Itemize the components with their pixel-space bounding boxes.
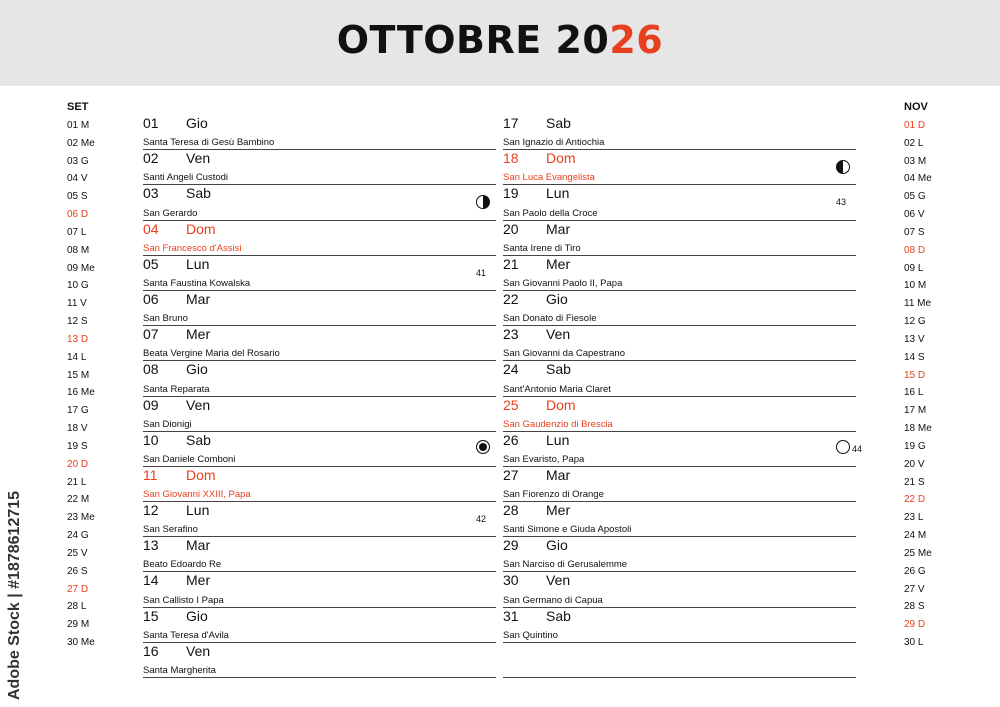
prev-month-column: [67, 101, 95, 652]
mini-day-item: 27 V: [904, 583, 925, 595]
day-number: 12: [143, 502, 159, 519]
saint-name: Santi Simone e Giuda Apostoli: [503, 524, 632, 536]
mini-day-item: 16 Me: [67, 387, 95, 399]
day-name: Lun: [546, 185, 570, 202]
new-moon-icon: [476, 440, 490, 454]
saint-name: San Quintino: [503, 629, 558, 641]
mini-day-item: 04 Me: [904, 173, 932, 185]
saint-name: San Serafino: [143, 524, 198, 536]
next-month-label: NOV: [904, 101, 928, 113]
day-name: Sab: [546, 607, 571, 624]
day-number: 04: [143, 220, 159, 237]
mini-day-item: 20 V: [904, 458, 925, 470]
day-number: 08: [143, 361, 159, 378]
mini-day-item: 13 D: [67, 333, 89, 345]
day-row: [503, 150, 856, 185]
saint-name: San Giovanni Paolo II, Papa: [503, 277, 623, 289]
day-name: Dom: [546, 396, 576, 413]
day-number: 17: [503, 115, 519, 131]
mini-day-item: 21 L: [67, 476, 87, 488]
day-name: Sab: [186, 431, 211, 448]
day-name: Sab: [546, 115, 571, 131]
mini-day-item: 25 V: [67, 547, 88, 559]
day-row: [143, 221, 496, 256]
mini-day-item: 23 Me: [67, 512, 95, 524]
day-row: [143, 572, 496, 607]
day-name: Gio: [546, 537, 568, 554]
day-name: Mar: [186, 537, 211, 554]
day-row: [503, 431, 862, 467]
day-name: Dom: [546, 150, 576, 167]
day-name: Mar: [546, 220, 571, 237]
day-row: [143, 256, 496, 291]
day-number: 09: [143, 396, 159, 413]
day-name: Lun: [546, 431, 570, 448]
day-name: Gio: [546, 290, 568, 307]
saint-name: San Callisto I Papa: [143, 594, 224, 606]
day-number: 02: [143, 150, 159, 167]
day-number: 18: [503, 150, 519, 167]
mini-day-item: 06 D: [67, 209, 89, 221]
day-name: Ven: [546, 326, 571, 343]
day-row: [143, 432, 496, 467]
day-name: Ven: [186, 150, 211, 167]
saint-name: Santa Margherita: [143, 665, 216, 676]
day-name: Ven: [186, 396, 211, 413]
day-row: [503, 467, 856, 502]
day-row: [143, 537, 496, 572]
day-name: Gio: [186, 115, 208, 131]
mini-day-item: 01 M: [67, 120, 90, 131]
day-number: 25: [503, 396, 519, 413]
mini-day-item: 05 S: [67, 191, 88, 203]
last-quarter-moon-icon: [836, 160, 850, 174]
day-name: Lun: [186, 502, 210, 519]
saint-name: Santa Teresa di Gesù Bambino: [143, 137, 275, 149]
day-row: [503, 326, 856, 361]
mini-day-item: 09 L: [904, 262, 924, 274]
mini-day-item: 19 S: [67, 440, 88, 452]
first-quarter-moon-icon: [476, 195, 490, 209]
day-row: [503, 221, 856, 256]
day-row: [143, 185, 496, 220]
saint-name: Santa Reparata: [143, 383, 210, 395]
day-number: 10: [143, 431, 159, 448]
day-number: 15: [143, 607, 159, 624]
mini-day-item: 08 M: [67, 244, 90, 256]
saint-name: San Narciso di Gerusalemme: [503, 559, 628, 571]
day-number: 07: [143, 326, 159, 343]
mini-day-item: 22 D: [904, 494, 926, 506]
saint-name: San Bruno: [143, 313, 188, 325]
day-name: Dom: [186, 220, 216, 237]
day-row: [503, 185, 856, 220]
page-title: [0, 18, 1000, 62]
mini-day-item: 13 V: [904, 333, 925, 345]
day-name: Lun: [186, 255, 210, 272]
mini-day-item: 23 L: [904, 512, 924, 524]
week-number: 43: [835, 197, 846, 208]
saint-name: Santa Faustina Kowalska: [143, 277, 251, 289]
watermark-text: Adobe Stock | #1878612715: [6, 490, 23, 700]
mini-day-item: 17 G: [67, 405, 89, 417]
mini-day-item: 03 M: [904, 155, 927, 167]
mini-day-item: 09 Me: [67, 262, 95, 274]
mini-day-item: 11 V: [67, 298, 87, 310]
day-row: [503, 291, 856, 326]
saint-name: San Donato di Fiesole: [503, 313, 597, 325]
mini-day-item: 18 V: [67, 423, 88, 435]
saint-name: San Paolo della Croce: [503, 207, 598, 219]
full-moon-icon: [836, 440, 850, 454]
saint-name: San Evaristo, Papa: [503, 453, 585, 465]
day-name: Dom: [186, 466, 216, 483]
mini-day-item: 30 Me: [67, 637, 95, 649]
mini-day-item: 04 V: [67, 173, 88, 185]
day-name: Gio: [186, 361, 208, 378]
mini-day-item: 16 L: [904, 387, 924, 399]
saint-name: San Germano di Capua: [503, 594, 603, 606]
mini-day-item: 07 L: [67, 226, 87, 238]
mini-day-item: 19 G: [904, 440, 926, 452]
week-number: 41: [475, 267, 486, 278]
saint-name: San Giovanni da Capestrano: [503, 348, 625, 360]
saint-name: Beato Edoardo Re: [143, 559, 222, 571]
mini-day-item: 05 G: [904, 191, 926, 203]
day-number: 21: [503, 255, 519, 272]
saint-name: San Ignazio di Antiochia: [503, 137, 605, 149]
day-number: 20: [503, 220, 519, 237]
mini-day-item: 01 D: [904, 120, 926, 131]
day-row: [143, 397, 496, 432]
day-row: [143, 361, 496, 396]
next-month-column: [904, 101, 932, 652]
day-number: 01: [143, 115, 159, 131]
mini-day-item: 02 L: [904, 137, 924, 149]
mini-day-item: 28 S: [904, 601, 925, 613]
mini-day-item: 27 D: [67, 583, 89, 595]
mini-day-item: 29 M: [67, 619, 90, 631]
prev-month-label: SET: [67, 101, 89, 113]
saint-name: Santi Angeli Custodi: [143, 172, 229, 184]
day-number: 26: [503, 431, 519, 448]
day-name: Mar: [546, 466, 571, 483]
mini-day-item: 02 Me: [67, 137, 95, 149]
week-number: 44: [851, 443, 862, 454]
saint-name: Sant'Antonio Maria Claret: [503, 383, 611, 395]
day-row: [143, 326, 496, 361]
day-row: [143, 643, 496, 678]
day-row: [143, 502, 496, 537]
day-name: Mer: [546, 502, 571, 519]
day-row: [143, 150, 496, 185]
saint-name: San Daniele Comboni: [143, 453, 236, 465]
day-number: 14: [143, 572, 159, 589]
title-accent: 26: [609, 18, 664, 62]
mini-day-item: 08 D: [904, 244, 926, 256]
day-number: 19: [503, 185, 519, 202]
mini-day-item: 03 G: [67, 155, 89, 167]
day-row: [143, 115, 496, 150]
day-name: Sab: [546, 361, 571, 378]
day-row: [503, 361, 856, 396]
day-number: 16: [143, 642, 159, 659]
saint-name: San Gerardo: [143, 207, 198, 219]
day-row: [143, 291, 496, 326]
mini-day-item: 26 G: [904, 565, 926, 577]
saint-name: San Dionigi: [143, 418, 192, 430]
mini-day-item: 18 Me: [904, 423, 932, 435]
day-name: Mer: [546, 255, 571, 272]
day-number: 30: [503, 572, 519, 589]
mini-day-item: 15 M: [67, 369, 90, 381]
mini-day-item: 11 Me: [904, 298, 932, 310]
day-number: 27: [503, 466, 519, 483]
mini-day-item: 14 S: [904, 351, 925, 363]
day-number: 23: [503, 326, 519, 343]
day-row: [503, 502, 856, 537]
mini-day-item: 07 S: [904, 226, 925, 238]
mini-day-item: 12 G: [904, 316, 926, 328]
mini-day-item: 10 M: [904, 280, 927, 292]
mini-day-item: 24 M: [904, 530, 927, 542]
day-number: 06: [143, 290, 159, 307]
day-name: Gio: [186, 607, 208, 624]
day-number: 24: [503, 361, 519, 378]
day-row: [503, 643, 856, 678]
day-name: Ven: [186, 642, 211, 659]
mini-day-item: 15 D: [904, 369, 926, 381]
day-row: [503, 397, 856, 432]
mini-day-item: 12 S: [67, 316, 88, 328]
saint-name: San Gaudenzio di Brescia: [503, 418, 613, 430]
mini-day-item: 14 L: [67, 351, 87, 363]
day-number: 29: [503, 537, 519, 554]
mini-day-item: 24 G: [67, 530, 89, 542]
days-column-right: [503, 115, 862, 678]
day-row: [503, 572, 856, 607]
saint-name: San Luca Evangelista: [503, 172, 595, 184]
day-number: 05: [143, 255, 159, 272]
saint-name: Beata Vergine Maria del Rosario: [143, 348, 280, 360]
mini-day-item: 25 Me: [904, 547, 932, 559]
mini-day-item: 22 M: [67, 494, 90, 506]
mini-day-item: 20 D: [67, 458, 89, 470]
mini-day-item: 10 G: [67, 280, 89, 292]
day-number: 13: [143, 537, 159, 554]
day-name: Mer: [186, 572, 211, 589]
mini-day-item: 28 L: [67, 601, 87, 613]
week-number: 42: [475, 514, 486, 525]
title-main: OTTOBRE 20: [336, 18, 610, 62]
saint-name: Santa Irene di Tiro: [503, 242, 581, 254]
day-number: 03: [143, 185, 159, 202]
day-row: [503, 608, 856, 643]
day-name: Sab: [186, 185, 211, 202]
day-row: [503, 115, 856, 150]
day-name: Ven: [546, 572, 571, 589]
mini-day-item: 30 L: [904, 637, 924, 649]
mini-day-item: 21 S: [904, 476, 925, 488]
day-row: [143, 467, 496, 502]
saint-name: San Fiorenzo di Orange: [503, 489, 604, 501]
saint-name: Santa Teresa d'Avila: [143, 629, 229, 641]
day-row: [503, 537, 856, 572]
day-number: 22: [503, 290, 519, 307]
mini-day-item: 26 S: [67, 565, 88, 577]
days-column-left: [143, 115, 496, 678]
day-name: Mer: [186, 326, 211, 343]
day-row: [143, 608, 496, 643]
mini-day-item: 17 M: [904, 405, 927, 417]
day-number: 28: [503, 502, 519, 519]
day-number: 11: [143, 466, 158, 483]
mini-day-item: 29 D: [904, 619, 926, 631]
mini-day-item: 06 V: [904, 209, 925, 221]
saint-name: San Giovanni XXIII, Papa: [143, 489, 251, 501]
day-row: [503, 256, 856, 291]
saint-name: San Francesco d'Assisi: [143, 242, 242, 254]
day-number: 31: [503, 607, 519, 624]
day-name: Mar: [186, 290, 211, 307]
